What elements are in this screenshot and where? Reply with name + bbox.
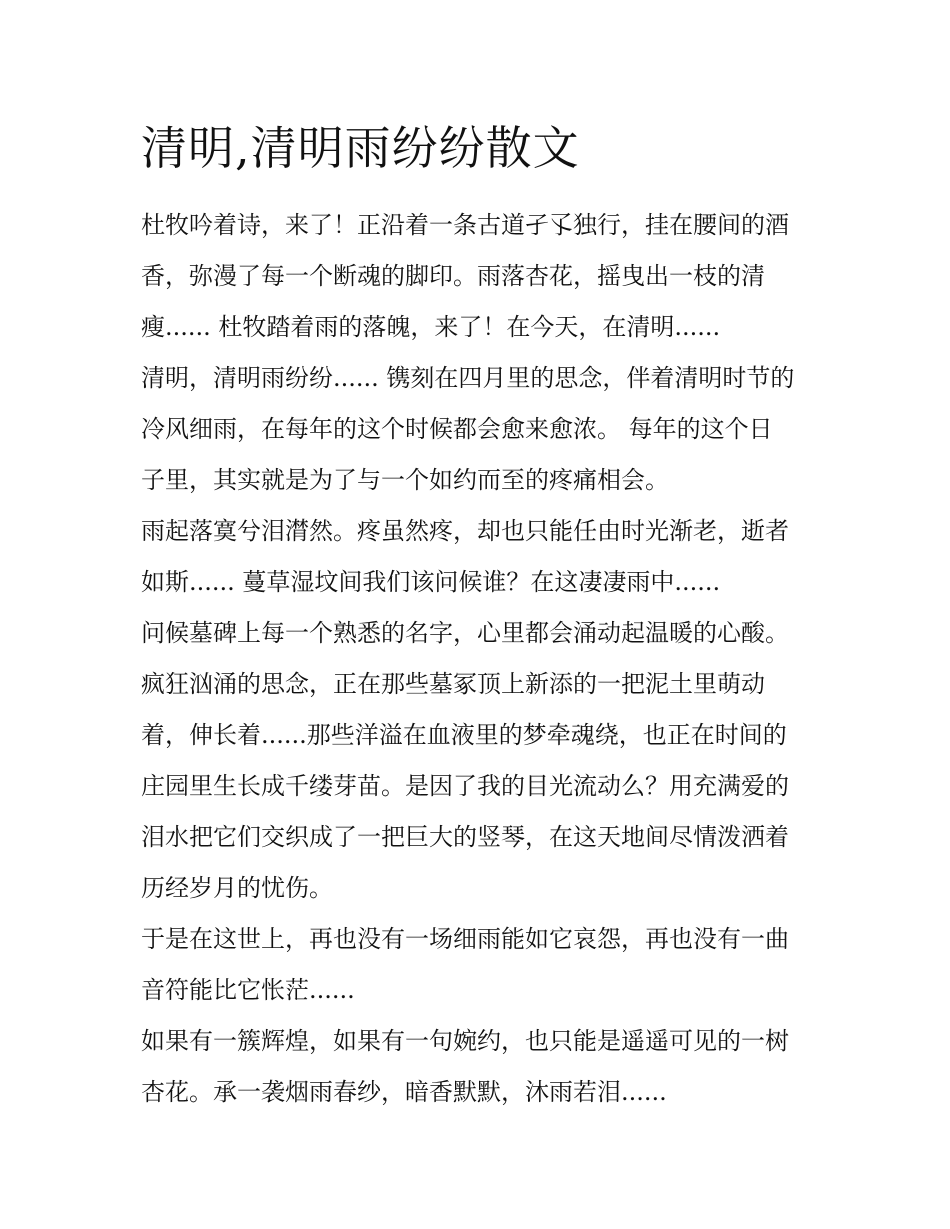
text-line: 雨起落寞兮泪潸然。疼虽然疼，却也只能任由时光渐老，逝者 xyxy=(141,517,789,545)
text-line: 疯狂汹涌的思念，正在那些墓冢顶上新添的一把泥土里萌动 xyxy=(141,670,765,698)
text-line: 瘦...... 杜牧踏着雨的落魄，来了！在今天，在清明...... xyxy=(141,313,721,341)
text-line: 音符能比它怅茫...... xyxy=(141,976,355,1004)
document-body xyxy=(141,200,841,1118)
text-line: 清明，清明雨纷纷...... 镌刻在四月里的思念，伴着清明时节的 xyxy=(141,364,795,392)
text-line: 杜牧吟着诗，来了！正沿着一条古道孑孓独行，挂在腰间的酒 xyxy=(141,211,789,239)
text-line: 问候墓碑上每一个熟悉的名字，心里都会涌动起温暖的心酸。 xyxy=(141,619,789,647)
text-line: 子里，其实就是为了与一个如约而至的疼痛相会。 xyxy=(141,466,669,494)
text-line: 冷风细雨，在每年的这个时候都会愈来愈浓。 每年的这个日 xyxy=(141,415,773,443)
text-line: 于是在这世上，再也没有一场细雨能如它哀怨，再也没有一曲 xyxy=(141,925,789,953)
document-title: 清明,清明雨纷纷散文 xyxy=(141,121,580,175)
text-line: 泪水把它们交织成了一把巨大的竖琴，在这天地间尽情泼洒着 xyxy=(141,823,789,851)
text-line: 如斯...... 蔓草湿坟间我们该问候谁？在这凄凄雨中...... xyxy=(141,568,721,596)
text-line: 杏花。承一袭烟雨春纱，暗香默默，沐雨若泪...... xyxy=(141,1078,667,1106)
text-line: 香，弥漫了每一个断魂的脚印。雨落杏花，摇曳出一枝的清 xyxy=(141,262,765,290)
text-line: 历经岁月的忧伤。 xyxy=(141,874,333,902)
text-line: 着，伸长着......那些洋溢在血液里的梦牵魂绕，也正在时间的 xyxy=(141,721,787,749)
text-line: 庄园里生长成千缕芽苗。是因了我的目光流动么？用充满爱的 xyxy=(141,772,789,800)
text-line: 如果有一簇辉煌，如果有一句婉约，也只能是遥遥可见的一树 xyxy=(141,1027,789,1055)
